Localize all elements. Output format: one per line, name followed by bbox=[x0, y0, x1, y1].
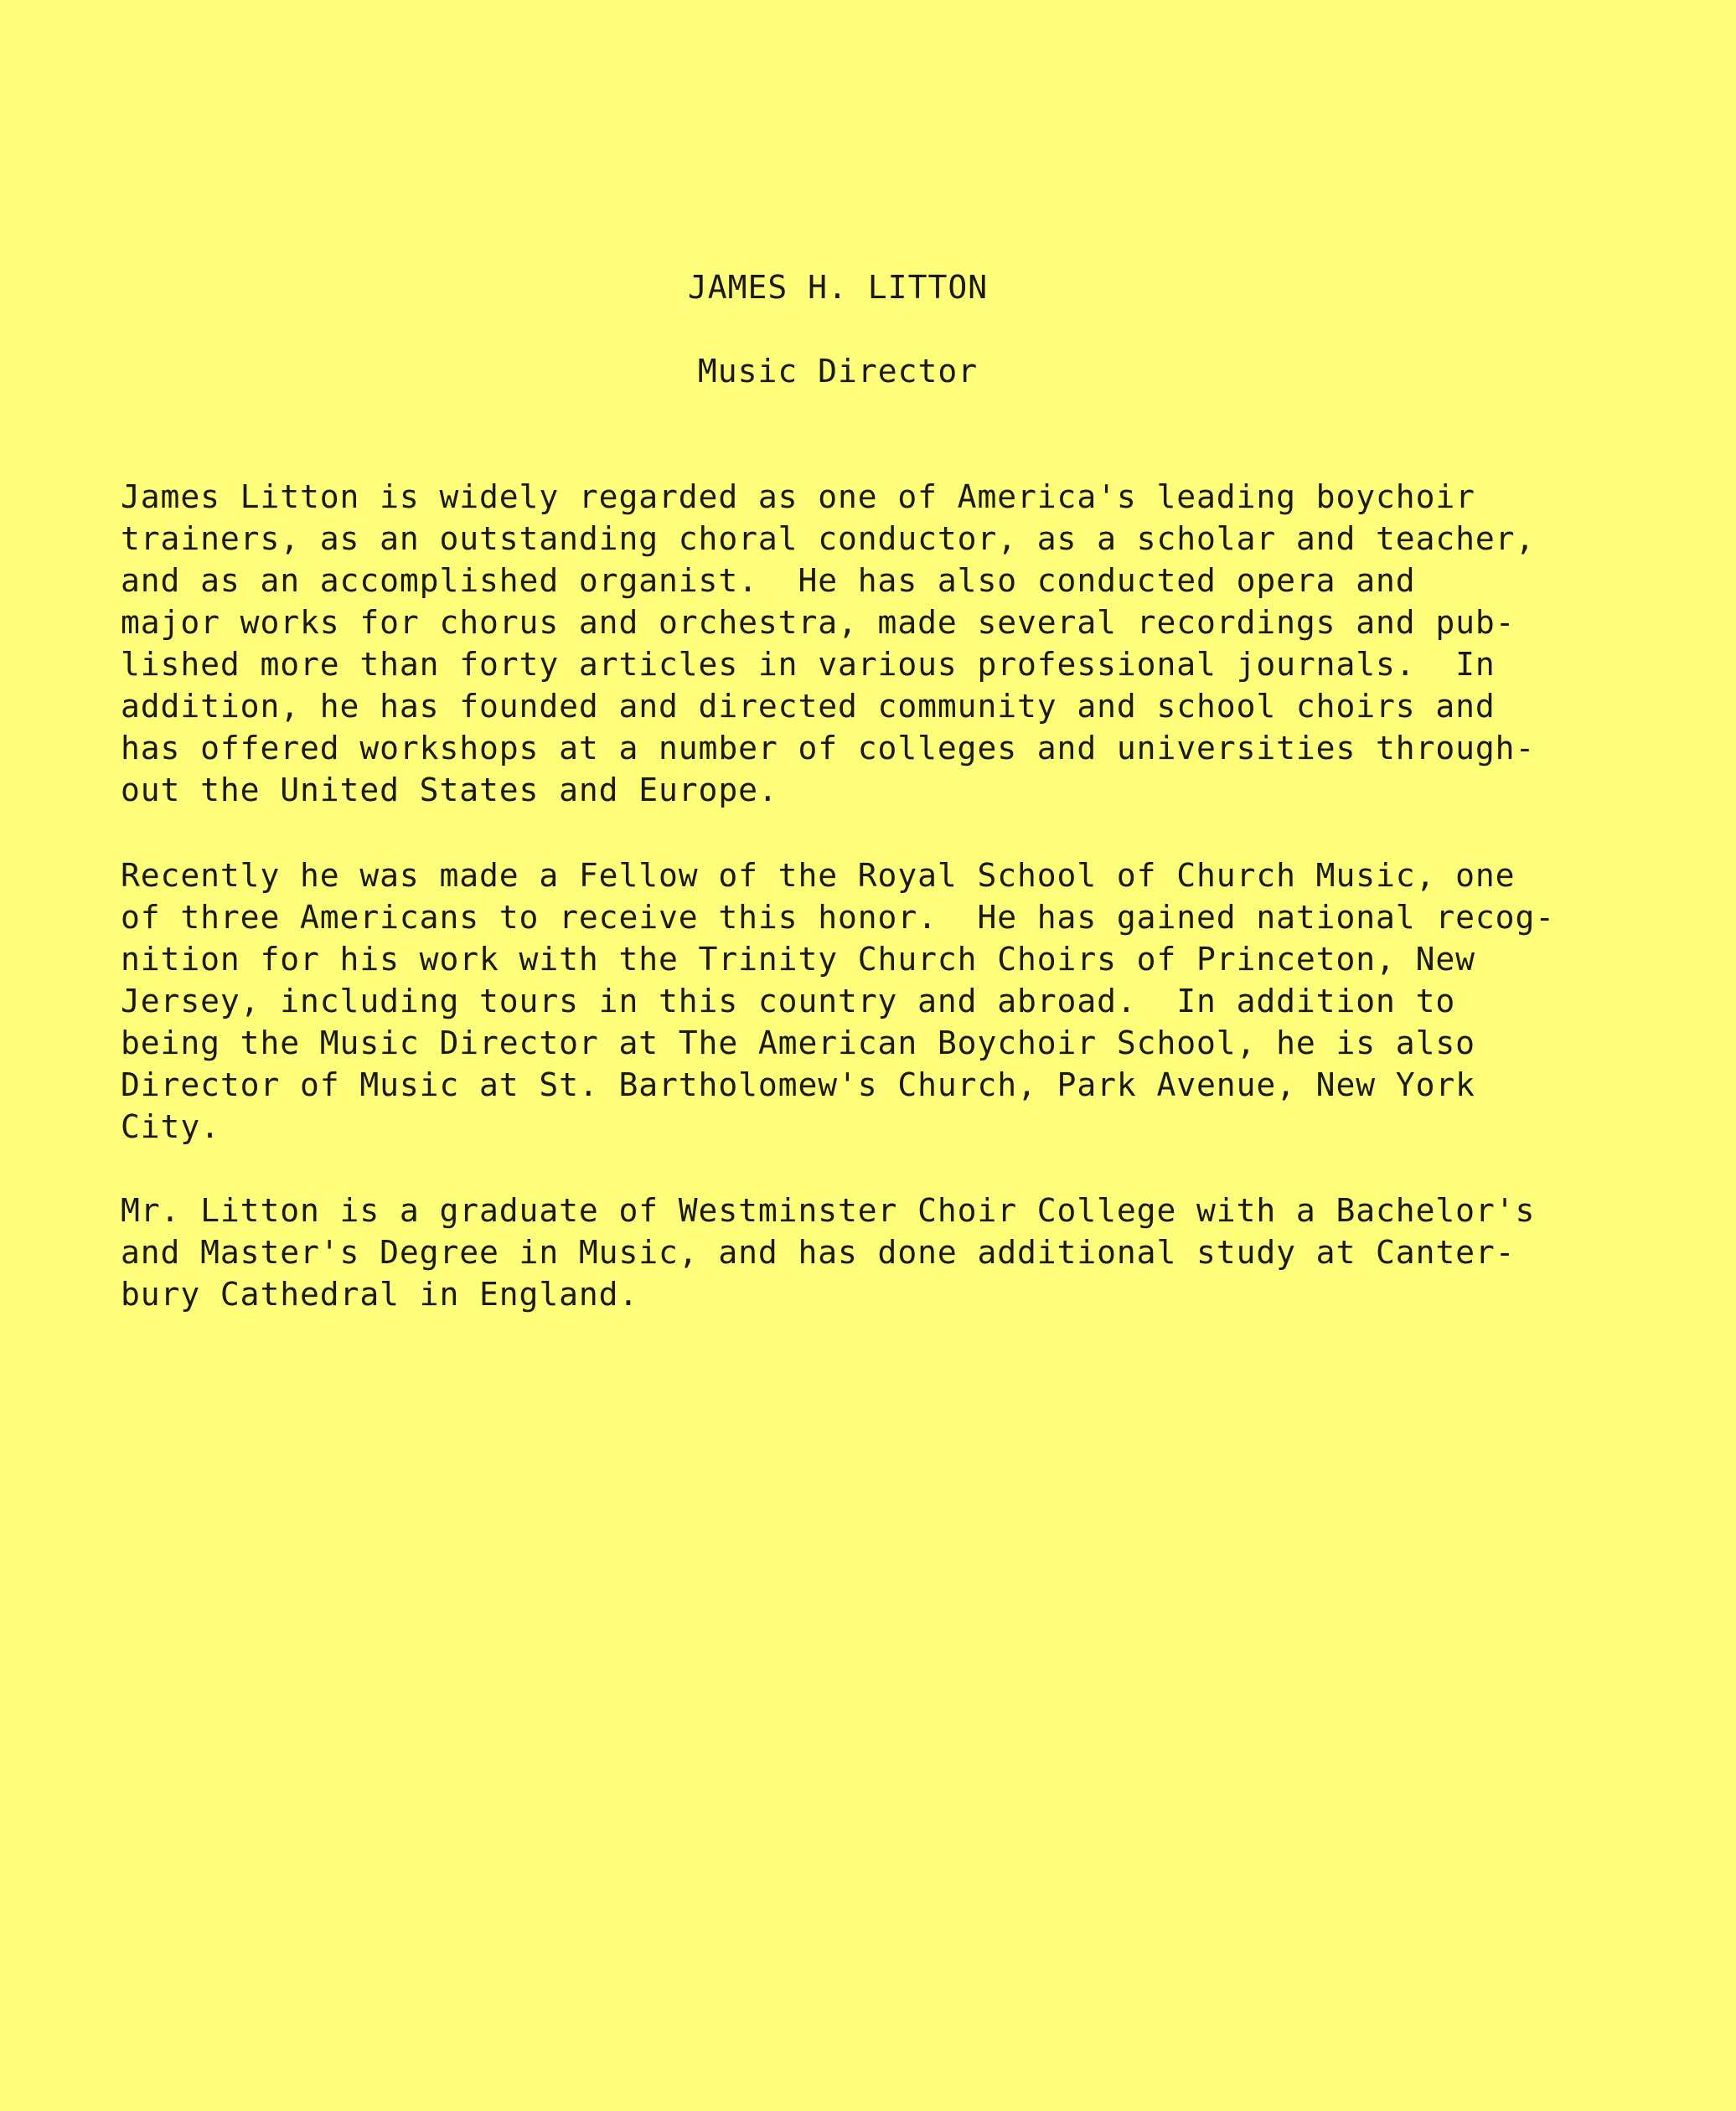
text-line: trainers, as an outstanding choral conductor, as a scholar and teacher, bbox=[121, 520, 1536, 557]
text-line: Recently he was made a Fellow of the Royal School of Church Music, one bbox=[121, 857, 1516, 894]
document-title: JAMES H. LITTON bbox=[687, 269, 989, 306]
document-subtitle: Music Director bbox=[697, 353, 979, 390]
text-line: Jersey, including tours in this country and abroad. In addition to bbox=[121, 983, 1456, 1019]
text-line: lished more than forty articles in various professional journals. In bbox=[121, 646, 1496, 683]
text-line: addition, he has founded and directed community and school choirs and bbox=[121, 688, 1496, 725]
text-line: of three Americans to receive this honor. He has gained national recog- bbox=[121, 899, 1556, 936]
text-line: City. bbox=[121, 1108, 220, 1145]
text-line: out the United States and Europe. bbox=[121, 772, 778, 808]
text-line: James Litton is widely regarded as one of America's leading boychoir bbox=[121, 478, 1475, 515]
text-line: being the Music Director at The American Boychoir School, he is also bbox=[121, 1025, 1475, 1061]
text-line: and as an accomplished organist. He has also conducted opera and bbox=[121, 562, 1416, 599]
text-line: has offered workshops at a number of colleges and universities through- bbox=[121, 730, 1536, 766]
paragraph-3 bbox=[121, 1190, 1679, 1315]
text-line: Director of Music at St. Bartholomew's Church, Park Avenue, New York bbox=[121, 1066, 1475, 1103]
paragraph-1 bbox=[121, 476, 1679, 811]
text-line: and Master's Degree in Music, and has done additional study at Canter- bbox=[121, 1234, 1516, 1271]
text-line: bury Cathedral in England. bbox=[121, 1276, 639, 1313]
paragraph-2 bbox=[121, 854, 1679, 1148]
text-line: nition for his work with the Trinity Church Choirs of Princeton, New bbox=[121, 941, 1475, 978]
text-line: Mr. Litton is a graduate of Westminster Choir College with a Bachelor's bbox=[121, 1192, 1536, 1229]
text-line: major works for chorus and orchestra, made several recordings and pub- bbox=[121, 604, 1516, 641]
